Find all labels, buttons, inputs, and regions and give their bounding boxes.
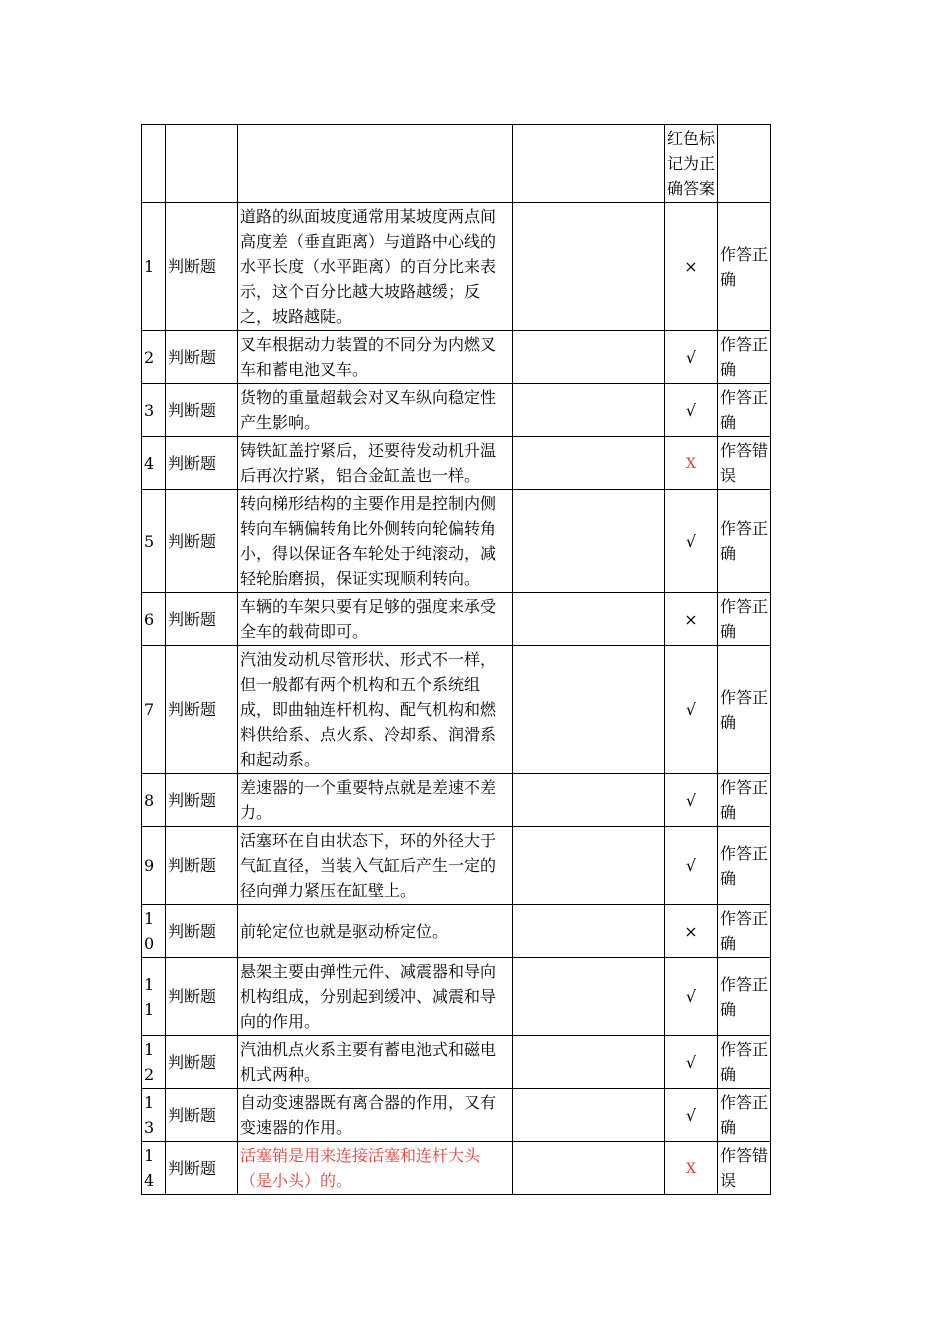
table-row: [142, 437, 771, 490]
check-mark-icon: √: [685, 531, 697, 551]
question-number: 4: [142, 437, 166, 490]
result-status: 作答正确: [718, 490, 771, 593]
table-row: [142, 1089, 771, 1142]
blank-cell: [513, 384, 665, 437]
question-number: 5: [142, 490, 166, 593]
answer-mark-cell: [665, 1142, 718, 1195]
question-text-cell: [238, 1036, 513, 1089]
result-status: 作答正确: [718, 593, 771, 646]
result-status: 作答正确: [718, 331, 771, 384]
question-text: 前轮定位也就是驱动桥定位。: [240, 921, 449, 941]
question-number: 6: [142, 593, 166, 646]
question-text-cell: [238, 437, 513, 490]
cross-mark-icon: ×: [684, 257, 698, 276]
check-mark-icon: √: [685, 1105, 697, 1125]
question-text-cell: [238, 905, 513, 958]
question-text: 转向梯形结构的主要作用是控制内侧转向车辆偏转角比外侧转向轮偏转角小，得以保证各车轮处于纯滚动，减轻轮胎磨损，保证实现顺利转向。: [240, 494, 497, 588]
header-blank-cell: [513, 125, 665, 203]
question-type: 判断题: [166, 490, 238, 593]
question-text-cell: [238, 774, 513, 827]
question-type: 判断题: [166, 774, 238, 827]
question-number: 12: [142, 1036, 166, 1089]
blank-cell: [513, 1036, 665, 1089]
answer-mark-cell: [665, 1089, 718, 1142]
table-row: [142, 646, 771, 774]
question-text: 叉车根据动力装置的不同分为内燃叉车和蓄电池叉车。: [240, 335, 497, 379]
question-number: 10: [142, 905, 166, 958]
header-result-cell: [718, 125, 771, 203]
question-type: 判断题: [166, 593, 238, 646]
answer-mark-cell: [665, 905, 718, 958]
result-status: 作答正确: [718, 1036, 771, 1089]
blank-cell: [513, 646, 665, 774]
answer-mark-cell: [665, 1036, 718, 1089]
question-text: 活塞销是用来连接活塞和连杆大头（是小头）的。: [240, 1146, 481, 1190]
table-row: [142, 1142, 771, 1195]
question-number: 14: [142, 1142, 166, 1195]
cross-mark-icon: ×: [684, 609, 698, 629]
cross-mark-icon: X: [686, 1160, 696, 1177]
question-number: 9: [142, 827, 166, 905]
question-type: 判断题: [166, 1089, 238, 1142]
blank-cell: [513, 1142, 665, 1195]
question-text: 汽油机点火系主要有蓄电池式和磁电机式两种。: [240, 1040, 497, 1084]
blank-cell: [513, 437, 665, 490]
question-number: 3: [142, 384, 166, 437]
cross-mark-icon: ×: [684, 921, 698, 941]
header-num-cell: [142, 125, 166, 203]
question-text-cell: [238, 593, 513, 646]
answer-mark-cell: [665, 437, 718, 490]
check-mark-icon: √: [685, 400, 697, 420]
question-number: 7: [142, 646, 166, 774]
question-text: 货物的重量超载会对叉车纵向稳定性产生影响。: [240, 388, 497, 432]
question-text-cell: [238, 203, 513, 331]
answer-mark-cell: [665, 958, 718, 1036]
quiz-results-table: [141, 124, 771, 1195]
table-row: [142, 593, 771, 646]
answer-mark-cell: [665, 203, 718, 331]
question-type: 判断题: [166, 827, 238, 905]
header-question-cell: [238, 125, 513, 203]
cross-mark-icon: X: [686, 455, 696, 472]
question-number: 1: [142, 203, 166, 331]
check-mark-icon: √: [685, 347, 697, 367]
blank-cell: [513, 331, 665, 384]
result-status: 作答正确: [718, 905, 771, 958]
table-row: [142, 490, 771, 593]
question-type: 判断题: [166, 203, 238, 331]
result-status: 作答错误: [718, 1142, 771, 1195]
question-text: 汽油发动机尽管形状、形式不一样，但一般都有两个机构和五个系统组成，即曲轴连杆机构、配气机构和燃料供给系、点火系、冷却系、润滑系和起动系。: [240, 650, 497, 769]
question-number: 8: [142, 774, 166, 827]
table-row: [142, 203, 771, 331]
blank-cell: [513, 1089, 665, 1142]
result-status: 作答错误: [718, 437, 771, 490]
table-row: [142, 958, 771, 1036]
question-number: 13: [142, 1089, 166, 1142]
question-text-cell: [238, 827, 513, 905]
blank-cell: [513, 905, 665, 958]
question-text-cell: [238, 1142, 513, 1195]
check-mark-icon: √: [685, 856, 697, 875]
result-status: 作答正确: [718, 958, 771, 1036]
question-text-cell: [238, 1089, 513, 1142]
question-type: 判断题: [166, 384, 238, 437]
result-status: 作答正确: [718, 827, 771, 905]
question-type: 判断题: [166, 331, 238, 384]
result-status: 作答正确: [718, 203, 771, 331]
question-text-cell: [238, 490, 513, 593]
table-row: [142, 331, 771, 384]
question-text: 车辆的车架只要有足够的强度来承受全车的载荷即可。: [240, 597, 497, 641]
question-type: 判断题: [166, 437, 238, 490]
answer-mark-cell: [665, 384, 718, 437]
answer-mark-cell: [665, 593, 718, 646]
blank-cell: [513, 593, 665, 646]
table-header-row: [142, 125, 771, 203]
check-mark-icon: √: [685, 700, 697, 719]
blank-cell: [513, 774, 665, 827]
question-text: 活塞环在自由状态下，环的外径大于气缸直径，当装入气缸后产生一定的径向弹力紧压在缸壁上。: [240, 831, 497, 900]
result-status: 作答正确: [718, 384, 771, 437]
question-text-cell: [238, 331, 513, 384]
answer-mark-cell: [665, 774, 718, 827]
question-text-cell: [238, 646, 513, 774]
answer-mark-cell: [665, 331, 718, 384]
answer-mark-cell: [665, 646, 718, 774]
header-type-cell: [166, 125, 238, 203]
quiz-table-body: [142, 125, 771, 1195]
table-row: [142, 905, 771, 958]
check-mark-icon: √: [685, 1052, 697, 1072]
table-row: [142, 774, 771, 827]
result-status: 作答正确: [718, 646, 771, 774]
check-mark-icon: √: [685, 987, 697, 1006]
table-row: [142, 827, 771, 905]
question-text-cell: [238, 958, 513, 1036]
question-text: 悬架主要由弹性元件、减震器和导向机构组成，分别起到缓冲、减震和导向的作用。: [240, 962, 497, 1031]
question-type: 判断题: [166, 958, 238, 1036]
table-row: [142, 1036, 771, 1089]
question-text: 铸铁缸盖拧紧后，还要待发动机升温后再次拧紧，铝合金缸盖也一样。: [240, 441, 497, 485]
question-text-cell: [238, 384, 513, 437]
question-type: 判断题: [166, 1036, 238, 1089]
question-text: 道路的纵面坡度通常用某坡度两点间高度差（垂直距离）与道路中心线的水平长度（水平距离）的百分比来表示，这个百分比越大坡路越缓；反之，坡路越陡。: [240, 207, 497, 326]
blank-cell: [513, 203, 665, 331]
question-type: 判断题: [166, 1142, 238, 1195]
blank-cell: [513, 827, 665, 905]
check-mark-icon: √: [685, 790, 697, 810]
question-text: 自动变速器既有离合器的作用，又有变速器的作用。: [240, 1093, 497, 1137]
question-type: 判断题: [166, 905, 238, 958]
table-row: [142, 384, 771, 437]
result-status: 作答正确: [718, 774, 771, 827]
question-number: 2: [142, 331, 166, 384]
question-number: 11: [142, 958, 166, 1036]
question-type: 判断题: [166, 646, 238, 774]
blank-cell: [513, 490, 665, 593]
question-text: 差速器的一个重要特点就是差速不差力。: [240, 778, 497, 822]
result-status: 作答正确: [718, 1089, 771, 1142]
blank-cell: [513, 958, 665, 1036]
answer-mark-cell: [665, 827, 718, 905]
answer-legend-note: 红色标记为正确答案: [665, 125, 718, 203]
answer-mark-cell: [665, 490, 718, 593]
